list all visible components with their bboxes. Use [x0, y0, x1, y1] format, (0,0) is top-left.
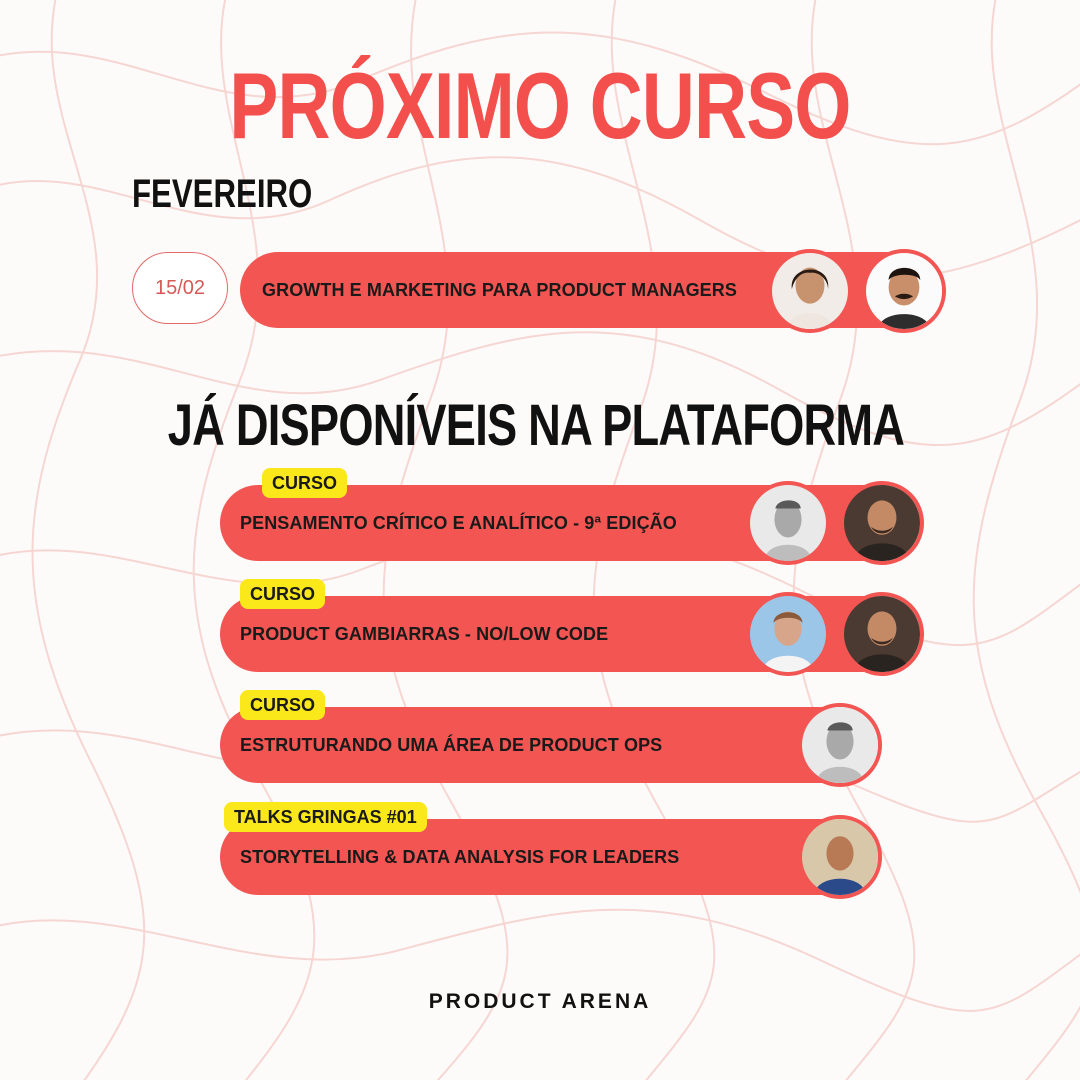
avatar — [768, 249, 852, 333]
month-label: FEVEREIRO — [132, 172, 313, 216]
date-badge: 15/02 — [132, 252, 228, 324]
talks-tag: TALKS GRINGAS #01 — [224, 802, 427, 832]
course-tag: CURSO — [240, 579, 325, 609]
avatar — [798, 703, 882, 787]
course-title: PRODUCT GAMBIARRAS - NO/LOW CODE — [240, 623, 609, 644]
course-title: ESTRUTURANDO UMA ÁREA DE PRODUCT OPS — [240, 734, 663, 755]
avatar — [840, 592, 924, 676]
course-tag: CURSO — [240, 690, 325, 720]
course-title: GROWTH E MARKETING PARA PRODUCT MANAGERS — [262, 279, 737, 300]
course-tag: CURSO — [262, 468, 347, 498]
course-title: PENSAMENTO CRÍTICO E ANALÍTICO - 9ª EDIÇÃO — [240, 512, 677, 533]
avatar — [798, 815, 882, 899]
brand-logo: PRODUCT ARENA — [428, 990, 652, 1013]
avatar — [840, 481, 924, 565]
avatar — [746, 592, 830, 676]
avatar — [862, 249, 946, 333]
page-title: PRÓXIMO CURSO — [229, 53, 851, 158]
section-title: JÁ DISPONÍVEIS NA PLATAFORMA — [167, 393, 905, 458]
avatar — [746, 481, 830, 565]
course-title: STORYTELLING & DATA ANALYSIS FOR LEADERS — [240, 846, 680, 867]
